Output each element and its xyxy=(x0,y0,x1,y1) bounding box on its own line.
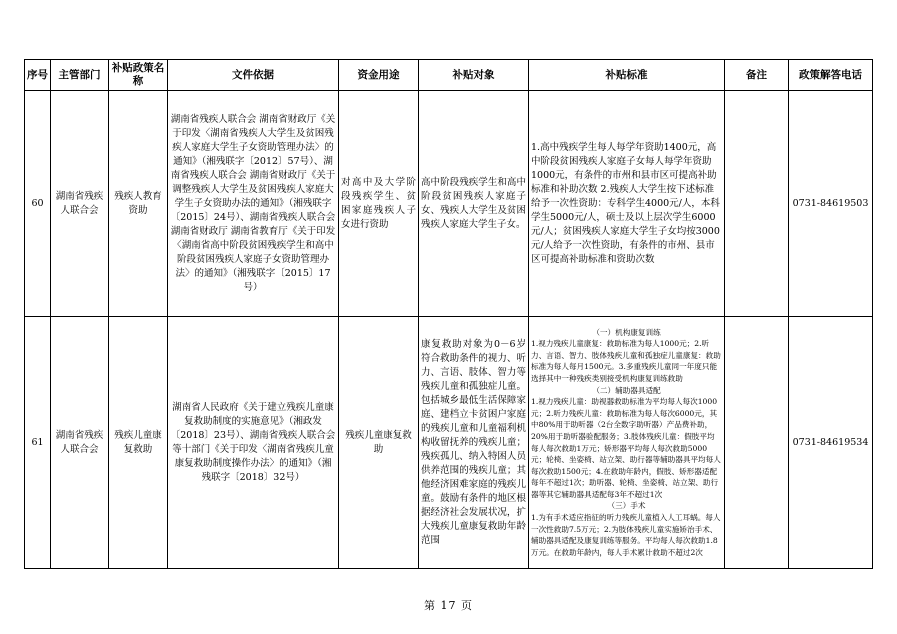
cell-dept: 湖南省残疾人联合会 xyxy=(51,317,109,569)
standard-text-2: 1.视力残疾儿童：助视器救助标准为平均每人每次1000元；2.听力残疾儿童：救助标准为每人每次6000元，其中80%用于助听器（2台全数字助听器）产品费补助，20%用于助听器验配服务；3.肢体残疾儿童：假肢平均每人每次救助1万元；矫形器平均每人每次救助5000元；轮椅、坐姿椅、站立架、助行器等辅助器具平均每人每次救助1500元；4.在救助年龄内，假肢、矫形器适配每年不超过1次；助听器、轮椅、坐姿椅、站立架、助行器等其它辅助器具适配每3年不超过1次 xyxy=(531,397,721,499)
cell-target: 康复救助对象为0－6岁符合救助条件的视力、听力、言语、肢体、智力等残疾儿童和孤独症儿童。包括城乡最低生活保障家庭、建档立卡贫困户家庭的残疾儿童和儿童福利机构收留抚养的残疾儿童；残疾孤儿、纳入特困人员供养范围的残疾儿童；其他经济困难家庭的残疾儿童。鼓励有条件的地区根据经济社会发展状况，扩大残疾儿童康复救助年龄范围 xyxy=(419,317,529,569)
cell-policy: 残疾人教育资助 xyxy=(109,91,168,317)
header-row xyxy=(25,60,873,91)
table-row xyxy=(25,317,873,569)
cell-basis: 湖南省人民政府《关于建立残疾儿童康复救助制度的实施意见》（湘政发〔2018〕23号）、湖南省残疾人联合会等十部门《关于印发〈湖南省残疾儿童康复救助制度操作办法〉的通知》（湘残联字〔2018〕32号） xyxy=(168,317,339,569)
header-use: 资金用途 xyxy=(339,60,419,91)
standard-heading-1: （一）机构康复训练 xyxy=(592,327,661,337)
cell-use: 残疾儿童康复救助 xyxy=(339,317,419,569)
cell-policy: 残疾儿童康复救助 xyxy=(109,317,168,569)
header-phone: 政策解答电话 xyxy=(789,60,873,91)
page-footer xyxy=(0,597,897,613)
subsidy-policy-table xyxy=(24,59,873,569)
cell-standard: 1.高中残疾学生每人每学年资助1400元，高中阶段贫困残疾人家庭子女每人每学年资助1000元，有条件的市州和县市区可提高补助标准和补助次数 2.残疾人大学生按下述标准给予一次性资助：专科学生4000元/人，本科学生5000元/人，硕士及以上层次学生6000元/人；贫困残疾人家庭大学生子女均按3000元/人给予一次性资助，有条件的市州、县市区可提高补助标准和资助次数 xyxy=(529,91,725,317)
page-number: 第 17 页 xyxy=(424,599,473,612)
cell-remark xyxy=(725,317,789,569)
cell-basis: 湖南省残疾人联合会 湖南省财政厅《关于印发〈湖南省残疾人大学生及贫困残疾人家庭大学生子女资助管理办法〉的通知》（湘残联字〔2012〕57号）、湖南省残疾人联合会 湖南省财政厅《关于调整残疾人大学生及贫困残疾人家庭大学生子女资助办法的通知》（湘残联字〔2015〕24号）、湖南省残疾人联合会 湖南省财政厅 湖南省教育厅《关于印发〈湖南省高中阶段贫困残疾学生和高中阶段贫困残疾人家庭子女资助管理办法〉的通知》（湘残联字〔2015〕17号） xyxy=(168,91,339,317)
cell-standard xyxy=(529,317,725,569)
standard-text-3: 1.为有手术适应指征的听力残疾儿童植入人工耳蜗。每人一次性救助7.5万元；2.为肢体残疾儿童实施矫治手术、辅助器具适配及康复训练等服务。平均每人每次救助1.8万元。在救助年龄内，每人手术累计救助不超过2次 xyxy=(531,513,721,557)
policy-table-sheet xyxy=(24,59,872,568)
header-seq: 序号 xyxy=(25,60,51,91)
cell-phone: 0731-84619534 xyxy=(789,317,873,569)
standard-heading-2: （二）辅助器具适配 xyxy=(592,385,661,395)
cell-seq: 60 xyxy=(25,91,51,317)
header-policy: 补贴政策名称 xyxy=(109,60,168,91)
header-remark: 备注 xyxy=(725,60,789,91)
standard-text-1: 1.视力残疾儿童康复：救助标准为每人1000元；2.听力、言语、智力、肢体残疾儿童和孤独症儿童康复：救助标准为每人每月1500元。3.多重残疾儿童同一年度只能选择其中一种残疾类别接受机构康复训练救助 xyxy=(531,339,721,383)
header-basis: 文件依据 xyxy=(168,60,339,91)
cell-remark xyxy=(725,91,789,317)
cell-seq: 61 xyxy=(25,317,51,569)
cell-use: 对高中及大学阶段残疾学生、贫困家庭残疾人子女进行资助 xyxy=(339,91,419,317)
table-row xyxy=(25,91,873,317)
cell-phone: 0731-84619503 xyxy=(789,91,873,317)
header-dept: 主管部门 xyxy=(51,60,109,91)
cell-dept: 湖南省残疾人联合会 xyxy=(51,91,109,317)
header-standard: 补贴标准 xyxy=(529,60,725,91)
cell-target: 高中阶段残疾学生和高中阶段贫困残疾人家庭子女、残疾人大学生及贫困残疾人家庭大学生子女。 xyxy=(419,91,529,317)
header-target: 补贴对象 xyxy=(419,60,529,91)
standard-heading-3: （三）手术 xyxy=(607,501,646,511)
